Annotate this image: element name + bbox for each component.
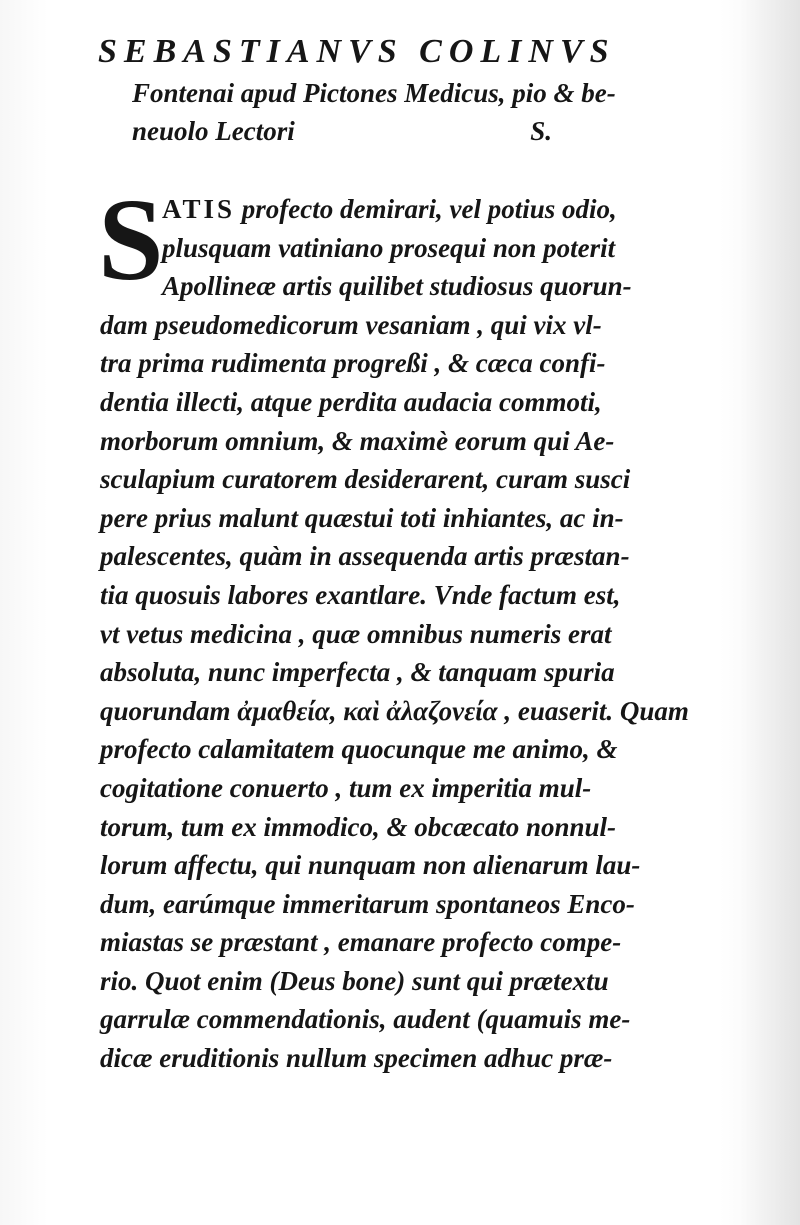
text-line-7: morborum omnium, & maximè eorum qui Ae- — [100, 425, 615, 456]
text-line-20: miastas se præstant , emanare profecto compe- — [100, 927, 622, 958]
text-line-9: pere prius malunt quæstui toti inhiantes, ac in- — [100, 502, 624, 533]
text-line-8: sculapium curatorem desiderarent, curam susci — [100, 464, 631, 495]
text-line-1-rest: profecto demirari, vel potius odio, — [241, 194, 617, 224]
text-line-4: dam pseudomedicorum vesaniam , qui vix vl- — [100, 309, 602, 340]
text-line-11: tia quosuis labores exantlare. Vnde factum est, — [100, 579, 621, 610]
heading-author-name: SEBASTIANVS COLINVS — [98, 33, 616, 70]
text-line-10: palescentes, quàm in assequenda artis præstan- — [100, 541, 630, 572]
text-line-17: torum, tum ex immodico, & obcæcato nonnul- — [100, 811, 617, 842]
heading-salutem: S. — [530, 116, 552, 146]
text-line-6: dentia illecti, atque perdita audacia commoti, — [100, 386, 602, 417]
text-line-2: plusquam vatiniano prosequi non poterit — [162, 232, 616, 263]
text-line-1 — [100, 190, 740, 229]
text-line-13: absoluta, nunc imperfecta , & tanquam spuria — [100, 657, 615, 688]
page-edge-shadow — [740, 0, 800, 1225]
text-line-15: profecto calamitatem quocunque me animo, & — [100, 734, 618, 765]
text-line-18: lorum affectu, qui nunquam non alienarum lau- — [100, 850, 641, 881]
text-line-5: tra prima rudimenta progreßi , & cæca confi- — [100, 348, 606, 379]
text-line-3: Apollineæ artis quilibet studiosus quorun- — [162, 271, 632, 302]
heading-line-2: Fontenai apud Pictones Medicus, pio & be- — [132, 78, 616, 108]
dedication-heading — [98, 30, 738, 150]
text-line-16: cogitatione conuerto , tum ex imperitia mul- — [100, 772, 592, 803]
text-line-21: rio. Quot enim (Deus bone) sunt qui prætextu — [100, 965, 609, 996]
text-line-22: garrulæ commendationis, audent (quamuis me- — [100, 1004, 631, 1035]
drop-cap: S — [98, 174, 164, 305]
text-line-19: dum, earúmque immeritarum spontaneos Enco- — [100, 888, 635, 919]
text-line-23: dicæ eruditionis nullum specimen adhuc præ- — [100, 1043, 613, 1074]
heading-lectori: neuolo Lectori — [132, 116, 295, 146]
first-word: ATIS — [162, 194, 236, 224]
text-line-12: vt vetus medicina , quæ omnibus numeris erat — [100, 618, 612, 649]
body-text — [98, 174, 740, 1078]
text-line-14: quorundam ἀμαθεία, καὶ ἀλαζονεία , euaserit. Quam — [100, 695, 689, 726]
heading-line-3 — [98, 112, 552, 150]
